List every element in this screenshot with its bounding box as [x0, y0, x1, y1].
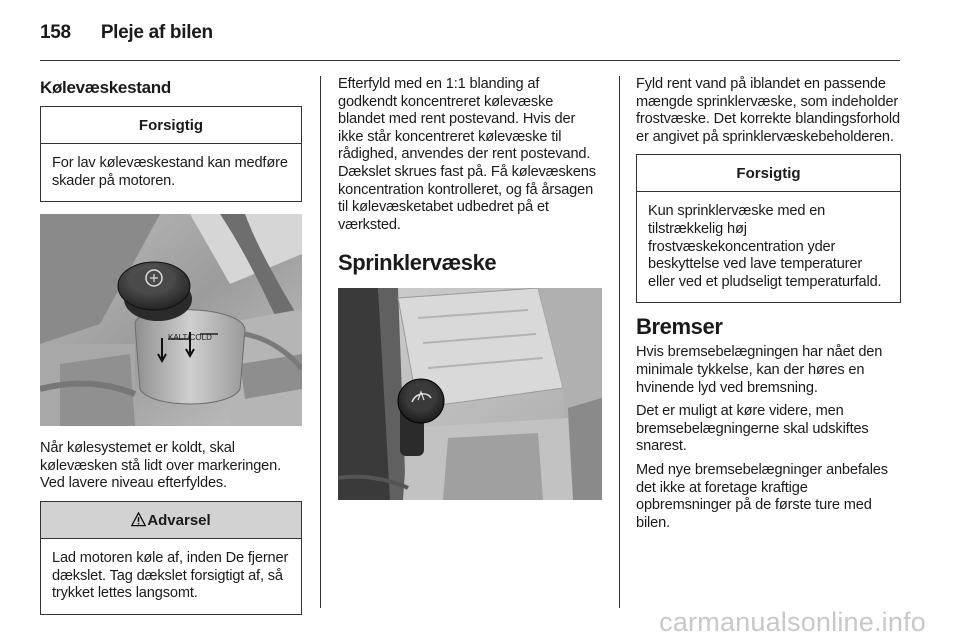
coolant-warning-box	[40, 501, 302, 615]
coolant-level-paragraph: Når kølesystemet er koldt, skal kølevæsken stå lidt over markeringen. Ved lavere niveau efterfyldes.	[40, 440, 282, 492]
brakes-heading: Bremser	[636, 314, 723, 340]
coolant-caution-box	[40, 106, 302, 202]
warning-triangle-icon	[131, 512, 146, 527]
column-divider-2	[619, 76, 620, 608]
page-header	[40, 18, 213, 48]
header-divider	[40, 60, 900, 61]
washer-reservoir-illustration	[338, 288, 602, 500]
coolant-caution-title: Forsigtig	[41, 107, 301, 144]
brakes-paragraph-1: Hvis bremsebelægningen har nået den minimale tykkelse, kan der høres en hvinende lyd ved bremsning.	[636, 344, 883, 396]
coolant-reservoir-photo	[40, 214, 302, 426]
washer-paragraph: Fyld rent vand på iblandet en passende mængde sprinklervæske, som indeholder frostvæske. Det korrekte blandingsforhold er angivet på sprinklervæskebeholderen.	[636, 76, 900, 145]
washer-caution-box	[636, 154, 901, 303]
coolant-reservoir-illustration	[40, 214, 302, 426]
watermark: carmanualsonline.info	[659, 607, 926, 637]
brakes-paragraph-2: Det er muligt at køre videre, men bremsebelægningerne skal udskiftes snarest.	[636, 403, 869, 455]
coolant-refill-paragraph: Efterfyld med en 1:1 blanding af godkendt koncentreret kølevæske blandet med rent postevand. Hvis der ikke står koncentreret kølevæske til rådighed, anvendes der rent postevand. Dækslet skrues fast på. Få kølevæskens koncentration kontrolleret, og få årsagen til kølevæsketabet udbedret på et værksted.	[338, 76, 596, 233]
washer-reservoir-photo	[338, 288, 602, 500]
chapter-title: Pleje af bilen	[100, 22, 213, 43]
column-washer	[338, 76, 602, 500]
coolant-heading: Kølevæskestand	[40, 78, 171, 97]
washer-heading: Sprinklervæske	[338, 250, 497, 276]
column-coolant	[40, 76, 302, 615]
coolant-warning-text: Lad motoren køle af, inden De fjerner dækslet. Tag dækslet forsigtigt af, så trykket lettes langsomt.	[52, 549, 289, 602]
washer-caution-title: Forsigtig	[637, 155, 900, 192]
coolant-warning-header	[41, 502, 301, 539]
coolant-caution-text: For lav kølevæskestand kan medføre skader på motoren.	[52, 155, 288, 189]
page-number: 158	[40, 22, 71, 43]
washer-caution-text: Kun sprinklervæske med en tilstrækkelig høj frostvæskekoncentration yder beskyttelse ved lave temperaturer eller ved et pludseligt temperaturfald.	[648, 203, 882, 290]
brakes-paragraph-3: Med nye bremsebelægninger anbefales det ikke at foretage kraftige opbremsninger på de første ture med bilen.	[636, 461, 888, 531]
coolant-level-mark-label: KALT/COLD	[168, 333, 212, 343]
coolant-warning-title: Advarsel	[147, 511, 211, 529]
column-brakes	[636, 76, 901, 538]
column-divider-1	[320, 76, 321, 608]
